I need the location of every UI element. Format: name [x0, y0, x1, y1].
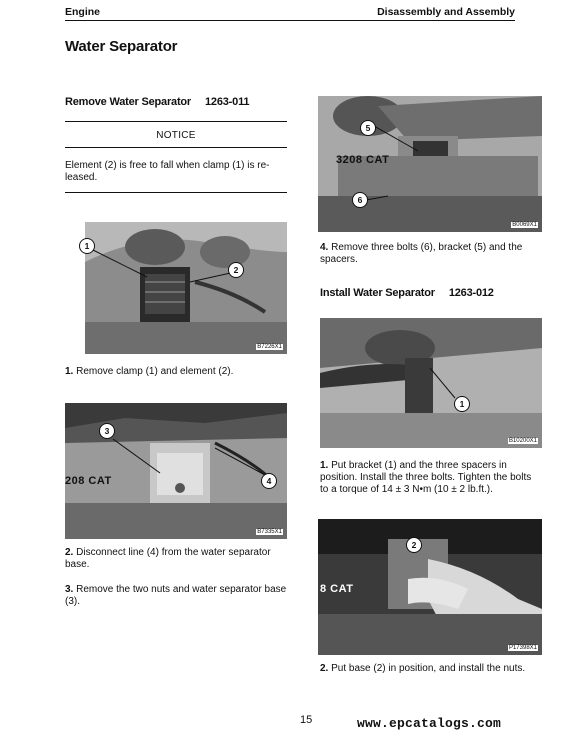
step-left-2 [65, 547, 287, 571]
step-left-2-num: 2. [65, 547, 74, 558]
header-chapter: Disassembly and Assembly [377, 6, 515, 18]
step-left-3-num: 3. [65, 584, 74, 595]
install-step-1 [320, 460, 542, 496]
engine-photo-1 [65, 222, 287, 354]
step-right-4-num: 4. [320, 242, 329, 253]
install-heading [320, 287, 494, 299]
callout-1-install: 1 [454, 396, 470, 412]
notice-top-rule [65, 121, 287, 122]
step-left-2-text: Disconnect line (4) from the water separator base. [65, 547, 271, 570]
page-header [65, 6, 515, 21]
remove-heading-text: Remove Water Separator [65, 96, 192, 108]
photo-3-brand: 3208 CAT [336, 154, 390, 166]
notice-bottom-rule [65, 192, 287, 193]
photo-1-label: B7226X1 [257, 344, 282, 350]
callout-6: 6 [352, 192, 368, 208]
install-step-2-text: Put base (2) in position, and install the nuts. [331, 663, 526, 674]
callout-2: 2 [228, 262, 244, 278]
photo-4-label: B10200X1 [508, 438, 537, 444]
header-section: Engine [65, 6, 101, 18]
photo-water-line [65, 403, 287, 539]
step-left-3-text: Remove the two nuts and water separator base (3). [65, 584, 287, 607]
remove-heading [65, 96, 249, 108]
website-link[interactable]: www.epcatalogs.com [357, 716, 502, 731]
install-heading-code: 1263-012 [448, 287, 494, 299]
install-step-2-num: 2. [320, 663, 329, 674]
step-left-3 [65, 584, 287, 608]
photo-2-label: B7335X1 [257, 529, 282, 535]
notice-text: Element (2) is free to fall when clamp (1) is re-leased. [65, 160, 270, 183]
photo-5-label: P17398X1 [508, 645, 537, 651]
photo-5-brand: 8 CAT [320, 583, 354, 595]
engine-photo-2 [65, 403, 287, 539]
install-heading-text: Install Water Separator [320, 287, 435, 299]
notice-mid-rule [65, 147, 287, 148]
photo-3-label: B0069X1 [512, 222, 537, 228]
photo-bracket [318, 96, 542, 232]
photo-2-brand: 208 CAT [65, 475, 112, 487]
photo-clamp-element [65, 222, 287, 354]
callout-5: 5 [360, 120, 376, 136]
install-step-1-text: Put bracket (1) and the three spacers in position. Install the three bolts. Tighten the bolts to a torque of 14 ± 3 N•m (10 ± 2 lb.ft.). [320, 460, 532, 495]
step-right-4 [320, 242, 542, 266]
photo-install-bracket [320, 318, 542, 448]
page-number: 15 [300, 714, 313, 726]
step-right-4-text: Remove three bolts (6), bracket (5) and the spacers. [320, 242, 523, 265]
page-title: Water Separator [65, 38, 178, 55]
step-left-1-num: 1. [65, 366, 74, 377]
install-step-2 [320, 663, 542, 675]
callout-1: 1 [79, 238, 95, 254]
step-left-1 [65, 366, 287, 378]
callout-2-install: 2 [406, 537, 422, 553]
notice-label: NOTICE [156, 130, 196, 141]
callout-3: 3 [99, 423, 115, 439]
remove-heading-code: 1263-011 [205, 96, 250, 108]
photo-install-base [318, 519, 542, 655]
install-step-1-num: 1. [320, 460, 329, 471]
callout-4: 4 [261, 473, 277, 489]
engine-photo-4 [320, 318, 542, 448]
step-left-1-text: Remove clamp (1) and element (2). [76, 366, 234, 377]
